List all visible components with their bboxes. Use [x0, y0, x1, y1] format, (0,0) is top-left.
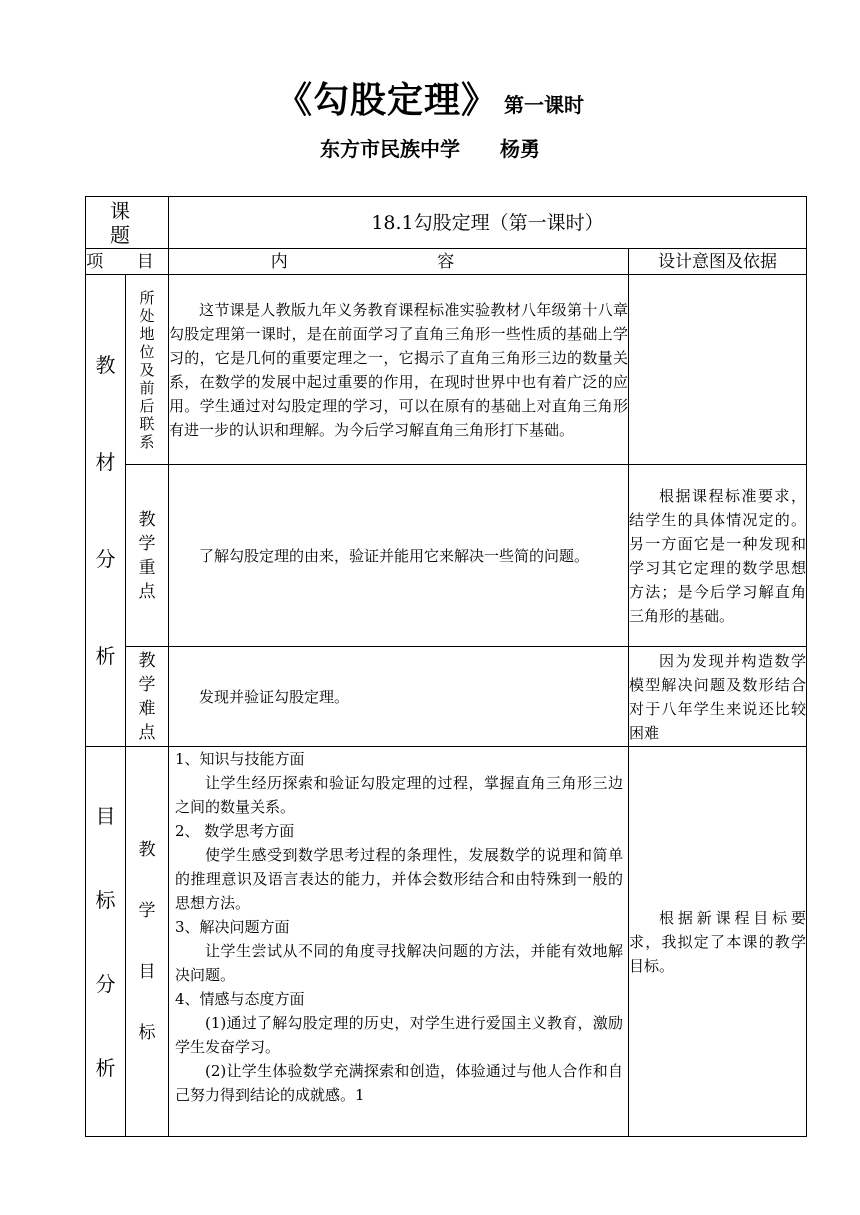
goal-paragraph: 让学生经历探索和验证勾股定理的过程，掌握直角三角形三边之间的数量关系。 [175, 774, 623, 816]
design-position [629, 275, 807, 465]
section-textbook-analysis: 教 材 分 析 [86, 275, 126, 747]
goal-heading: 2、 数学思考方面 [175, 822, 295, 840]
row-label-key-point: 教 学 重 点 [126, 465, 169, 647]
teacher-name: 杨勇 [500, 137, 540, 161]
topic-row [86, 197, 807, 249]
content-goals [169, 747, 629, 1137]
row-label-goals: 教 学 目 标 [126, 747, 169, 1137]
goal-paragraph: 让学生尝试从不同的角度寻找解决问题的方法，并能有效地解决问题。 [175, 942, 623, 984]
row-label-difficulty: 教 学 难 点 [126, 647, 169, 747]
lesson-plan-table [85, 196, 807, 1137]
table-row [86, 747, 807, 1137]
table-row [86, 647, 807, 747]
design-goals: 根据新课程目标要求，我拟定了本课的教学目标。 [629, 747, 807, 1137]
design-key-point: 根据课程标准要求，结学生的具体情况定的。另一方面它是一种发现和学习其它定理的数学思想方法；是今后学习解直角三角形的基础。 [629, 465, 807, 647]
document-title-line [0, 72, 860, 123]
header-item: 项 目 [86, 249, 169, 275]
header-content: 内 容 [169, 249, 629, 275]
content-key-point: 了解勾股定理的由来，验证并能用它来解决一些简的问题。 [169, 465, 629, 647]
table-row [86, 465, 807, 647]
goal-heading: 4、情感与态度方面 [175, 990, 305, 1008]
goal-paragraph: (1)通过了解勾股定理的历史，对学生进行爱国主义教育，激励学生发奋学习。 [175, 1014, 623, 1056]
document-title: 《勾股定理》 [275, 79, 498, 121]
content-position: 这节课是人教版九年义务教育课程标准实验教材八年级第十八章勾股定理第一课时，是在前面学习了直角三角形一些性质的基础上学习的，它是几何的重要定理之一，它揭示了直角三角形三边的数量关系，在数学的发展中起过重要的作用，在现时世界中也有着广泛的应用。学生通过对勾股定理的学习，可以在原有的基础上对直角三角形有进一步的认识和理解。为今后学习解直角三角形打下基础。 [169, 275, 629, 465]
document-subtitle: 第一课时 [504, 93, 584, 117]
author-line [0, 133, 860, 162]
topic-label: 课 题 [86, 197, 169, 249]
topic-value: 18.1勾股定理（第一课时） [169, 197, 807, 249]
column-header-row [86, 249, 807, 275]
school-name: 东方市民族中学 [320, 137, 460, 161]
content-difficulty: 发现并验证勾股定理。 [169, 647, 629, 747]
goal-paragraph: 使学生感受到数学思考过程的条理性，发展数学的说理和简单的推理意识及语言表达的能力，并体会数形结合和由特殊到一般的思想方法。 [175, 846, 623, 912]
goal-heading: 1、知识与技能方面 [175, 750, 305, 768]
section-goal-analysis: 目 标 分 析 [86, 747, 126, 1137]
design-difficulty: 因为发现并构造数学模型解决问题及数形结合对于八年学生来说还比较困难 [629, 647, 807, 747]
goal-heading: 3、解决问题方面 [175, 918, 290, 936]
goal-paragraph: (2)让学生体验数学充满探索和创造，体验通过与他人合作和自己努力得到结论的成就感。1 [175, 1062, 623, 1104]
header-design: 设计意图及依据 [629, 249, 807, 275]
table-row [86, 275, 807, 465]
row-label-position: 所 处 地 位 及 前 后 联 系 [126, 275, 169, 465]
